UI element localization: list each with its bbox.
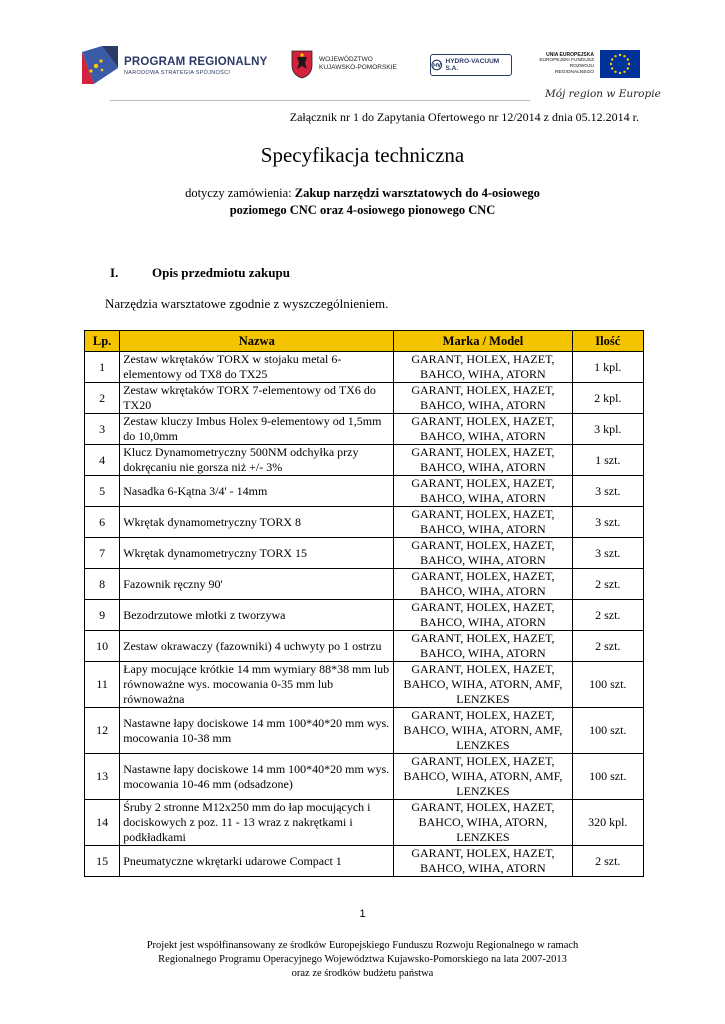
- cell-name: Zestaw kluczy Imbus Holex 9-elementowy od 1,5mm do 10,0mm: [120, 414, 394, 445]
- cell-brand: GARANT, HOLEX, HAZET, BAHCO, WIHA, ATORN: [394, 846, 572, 877]
- cell-lp: 5: [85, 476, 120, 507]
- table-row: [85, 352, 644, 383]
- cell-qty: 3 szt.: [572, 538, 644, 569]
- logo-wojewodztwo: [290, 44, 420, 84]
- section-heading: [110, 265, 290, 281]
- column-header-name: Nazwa: [120, 331, 394, 352]
- table-row: [85, 754, 644, 800]
- cell-brand: GARANT, HOLEX, HAZET, BAHCO, WIHA, ATORN: [394, 476, 572, 507]
- order-subject: [100, 185, 625, 219]
- cell-qty: 2 szt.: [572, 569, 644, 600]
- cell-lp: 15: [85, 846, 120, 877]
- cell-lp: 14: [85, 800, 120, 846]
- table-row: [85, 662, 644, 708]
- table-row: [85, 569, 644, 600]
- cell-lp: 4: [85, 445, 120, 476]
- section-title: Opis przedmiotu zakupu: [152, 265, 290, 280]
- footer-line3: oraz ze środków budżetu państwa: [291, 968, 434, 979]
- logo-ue-line2: EUROPEJSKI FUNDUSZ: [539, 58, 594, 63]
- eu-flag-icon: [600, 50, 640, 78]
- header-divider: [110, 100, 530, 101]
- cell-brand: GARANT, HOLEX, HAZET, BAHCO, WIHA, ATORN, AMF, LENZKES: [394, 708, 572, 754]
- cell-lp: 11: [85, 662, 120, 708]
- cell-name: Nastawne łapy dociskowe 14 mm 100*40*20 mm wys. mocowania 10-46 mm (odsadzone): [120, 754, 394, 800]
- cell-brand: GARANT, HOLEX, HAZET, BAHCO, WIHA, ATORN, LENZKES: [394, 800, 572, 846]
- cell-qty: 3 szt.: [572, 507, 644, 538]
- cell-name: Fazownik ręczny 90': [120, 569, 394, 600]
- column-header-qty: Ilość: [572, 331, 644, 352]
- header-logos: [80, 42, 645, 90]
- table-header-row: [85, 331, 644, 352]
- cell-lp: 7: [85, 538, 120, 569]
- cell-qty: 2 szt.: [572, 631, 644, 662]
- logo-program-line2: NARODOWA STRATEGIA SPÓJNOŚCI: [124, 70, 231, 76]
- cell-brand: GARANT, HOLEX, HAZET, BAHCO, WIHA, ATORN: [394, 507, 572, 538]
- cell-name: Łapy mocujące krótkie 14 mm wymiary 88*38 mm lub równoważne wys. mocowania 0-35 mm lub równoważna: [120, 662, 394, 708]
- cell-qty: 320 kpl.: [572, 800, 644, 846]
- cell-brand: GARANT, HOLEX, HAZET, BAHCO, WIHA, ATORN: [394, 600, 572, 631]
- cell-name: Wkrętak dynamometryczny TORX 15: [120, 538, 394, 569]
- specification-table: [84, 330, 644, 877]
- table-row: [85, 600, 644, 631]
- cell-name: Nasadka 6-Kątna 3/4' - 14mm: [120, 476, 394, 507]
- cell-brand: GARANT, HOLEX, HAZET, BAHCO, WIHA, ATORN, AMF, LENZKES: [394, 662, 572, 708]
- logo-woj-line1: WOJEWÓDZTWO: [319, 56, 373, 63]
- hydro-vacuum-emblem-icon: [431, 59, 443, 71]
- cell-brand: GARANT, HOLEX, HAZET, BAHCO, WIHA, ATORN: [394, 383, 572, 414]
- footer-note: [100, 939, 625, 981]
- table-row: [85, 846, 644, 877]
- logo-ue-line3: ROZWOJU REGIONALNEGO: [555, 64, 594, 75]
- cell-brand: GARANT, HOLEX, HAZET, BAHCO, WIHA, ATORN: [394, 631, 572, 662]
- cell-lp: 6: [85, 507, 120, 538]
- cell-lp: 13: [85, 754, 120, 800]
- cell-name: Pneumatyczne wkrętarki udarowe Compact 1: [120, 846, 394, 877]
- cell-brand: GARANT, HOLEX, HAZET, BAHCO, WIHA, ATORN: [394, 569, 572, 600]
- cell-name: Śruby 2 stronne M12x250 mm do łap mocujących i dociskowych z poz. 11 - 13 wraz z nakrętkami i podkładkami: [120, 800, 394, 846]
- cell-lp: 2: [85, 383, 120, 414]
- table-row: [85, 383, 644, 414]
- cell-name: Bezodrzutowe młotki z tworzywa: [120, 600, 394, 631]
- cell-qty: 100 szt.: [572, 662, 644, 708]
- cell-qty: 100 szt.: [572, 708, 644, 754]
- cell-name: Klucz Dynamometryczny 500NM odchyłka przy dokręcaniu nie gorsza niż +/- 3%: [120, 445, 394, 476]
- footer-line2: Regionalnego Programu Operacyjnego Województwa Kujawsko-Pomorskiego na lata 2007-2013: [158, 954, 567, 965]
- logo-program-line1: PROGRAM REGIONALNY: [124, 56, 268, 68]
- program-regionalny-emblem-icon: [80, 44, 120, 88]
- cell-lp: 10: [85, 631, 120, 662]
- page-title: Specyfikacja techniczna: [260, 143, 465, 167]
- table-row: [85, 445, 644, 476]
- table-row: [85, 708, 644, 754]
- cell-brand: GARANT, HOLEX, HAZET, BAHCO, WIHA, ATORN, AMF, LENZKES: [394, 754, 572, 800]
- logo-woj-line2: KUJAWSKO-POMORSKIE: [319, 64, 397, 71]
- logo-hydro-text: HYDRO-VACUUM S.A.: [445, 58, 500, 72]
- table-row: [85, 507, 644, 538]
- table-row: [85, 476, 644, 507]
- column-header-brand: Marka / Model: [394, 331, 572, 352]
- column-header-lp: Lp.: [85, 331, 120, 352]
- coat-of-arms-icon: [290, 49, 314, 79]
- cell-brand: GARANT, HOLEX, HAZET, BAHCO, WIHA, ATORN: [394, 445, 572, 476]
- cell-brand: GARANT, HOLEX, HAZET, BAHCO, WIHA, ATORN: [394, 352, 572, 383]
- table-row: [85, 631, 644, 662]
- order-subject-line2: poziomego CNC oraz 4-osiowego pionowego CNC: [229, 203, 496, 217]
- table-row: [85, 800, 644, 846]
- table-body: [85, 352, 644, 877]
- order-subject-line1: Zakup narzędzi warsztatowych do 4-osiowego: [294, 186, 540, 200]
- cell-qty: 2 szt.: [572, 846, 644, 877]
- motto-signature: Mój region w Europie: [545, 88, 661, 100]
- annex-reference: Załącznik nr 1 do Zapytania Ofertowego nr 12/2014 z dnia 05.12.2014 r.: [289, 110, 639, 124]
- cell-lp: 8: [85, 569, 120, 600]
- cell-name: Zestaw wkrętaków TORX w stojaku metal 6-elementowy od TX8 do TX25: [120, 352, 394, 383]
- table-row: [85, 414, 644, 445]
- cell-lp: 3: [85, 414, 120, 445]
- logo-hydro-vacuum: [430, 54, 512, 76]
- cell-lp: 1: [85, 352, 120, 383]
- cell-qty: 2 kpl.: [572, 383, 644, 414]
- cell-qty: 2 szt.: [572, 600, 644, 631]
- cell-name: Zestaw okrawaczy (fazowniki) 4 uchwyty po 1 ostrzu: [120, 631, 394, 662]
- cell-qty: 1 kpl.: [572, 352, 644, 383]
- cell-name: Zestaw wkrętaków TORX 7-elementowy od TX6 do TX20: [120, 383, 394, 414]
- table-row: [85, 538, 644, 569]
- cell-brand: GARANT, HOLEX, HAZET, BAHCO, WIHA, ATORN: [394, 414, 572, 445]
- order-subject-prefix: dotyczy zamówienia:: [185, 186, 295, 200]
- cell-lp: 12: [85, 708, 120, 754]
- cell-qty: 3 kpl.: [572, 414, 644, 445]
- intro-text: Narzędzia warsztatowe zgodnie z wyszczególnieniem.: [105, 296, 389, 311]
- cell-name: Wkrętak dynamometryczny TORX 8: [120, 507, 394, 538]
- cell-qty: 100 szt.: [572, 754, 644, 800]
- cell-lp: 9: [85, 600, 120, 631]
- cell-qty: 3 szt.: [572, 476, 644, 507]
- cell-name: Nastawne łapy dociskowe 14 mm 100*40*20 mm wys. mocowania 10-38 mm: [120, 708, 394, 754]
- section-number: I.: [110, 265, 119, 280]
- cell-brand: GARANT, HOLEX, HAZET, BAHCO, WIHA, ATORN: [394, 538, 572, 569]
- logo-program-regionalny: [80, 42, 270, 90]
- footer-line1: Projekt jest współfinansowany ze środków Europejskiego Funduszu Rozwoju Regionalnego w ramach: [146, 940, 579, 951]
- logo-unia-europejska: [532, 50, 645, 78]
- logo-ue-line1: UNIA EUROPEJSKA: [546, 52, 594, 58]
- cell-qty: 1 szt.: [572, 445, 644, 476]
- page-number: 1: [359, 908, 366, 920]
